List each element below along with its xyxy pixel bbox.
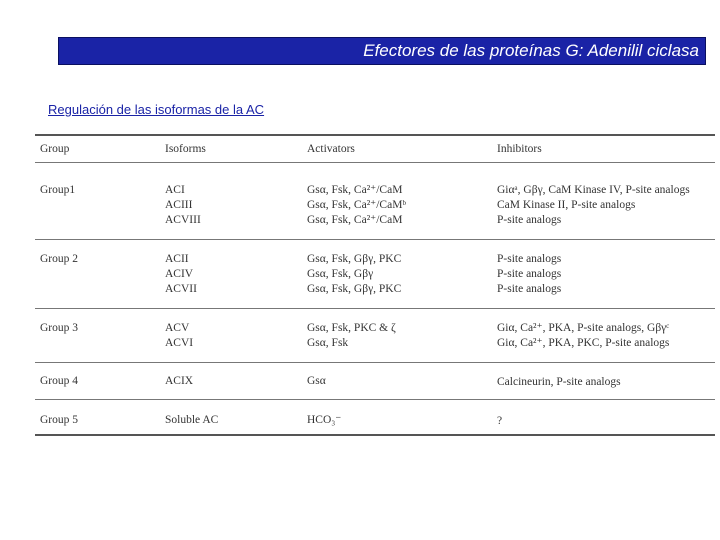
row-divider: [35, 308, 715, 309]
group-label: Group 3: [40, 322, 79, 334]
isoform: ACIII: [165, 199, 193, 211]
table-top-rule: [35, 134, 715, 136]
row-divider: [35, 362, 715, 363]
activators: Gsα, Fsk, Gβγ: [307, 268, 374, 280]
isoform: ACII: [165, 253, 189, 265]
group-label: Group1: [40, 184, 76, 196]
column-header-activators: Activators: [307, 143, 355, 155]
isoform: ACVI: [165, 337, 194, 349]
activators: Gsα, Fsk, Ca²⁺/CaM: [307, 184, 403, 196]
slide-title: Efectores de las proteínas G: Adenilil ciclasa: [363, 41, 699, 60]
inhibitors: Giαᵃ, Gβγ, CaM Kinase IV, P-site analogs: [497, 184, 690, 196]
inhibitors: Calcineurin, P-site analogs: [497, 376, 621, 388]
activators: Gsα, Fsk, Gβγ, PKC: [307, 283, 402, 295]
isoform: Soluble AC: [165, 414, 219, 426]
column-header-inhibitors: Inhibitors: [497, 143, 542, 155]
activators: Gsα, Fsk, PKC & ζ: [307, 322, 396, 334]
inhibitors: ?: [497, 415, 503, 427]
isoform: ACI: [165, 184, 185, 196]
isoform: ACVIII: [165, 214, 201, 226]
isoform: ACV: [165, 322, 190, 334]
inhibitors: CaM Kinase II, P-site analogs: [497, 199, 636, 211]
row-divider: [35, 399, 715, 400]
table-bottom-rule: [35, 434, 715, 436]
column-header-isoforms: Isoforms: [165, 143, 206, 155]
activators: Gsα, Fsk: [307, 337, 349, 349]
isoform: ACVII: [165, 283, 197, 295]
isoform: ACIV: [165, 268, 194, 280]
group-label: Group 2: [40, 253, 79, 265]
inhibitors: Giα, Ca²⁺, PKA, P-site analogs, Gβγᶜ: [497, 322, 670, 334]
activators: Gsα: [307, 375, 326, 387]
table-caption: Regulación de las isoformas de la AC: [48, 102, 265, 117]
column-header-group: Group: [40, 143, 70, 155]
activators: Gsα, Fsk, Gβγ, PKC: [307, 253, 402, 265]
title-bar: [58, 37, 706, 65]
inhibitors: P-site analogs: [497, 253, 562, 265]
inhibitors: P-site analogs: [497, 268, 562, 280]
group-label: Group 4: [40, 375, 79, 387]
inhibitors: P-site analogs: [497, 283, 562, 295]
activators: Gsα, Fsk, Ca²⁺/CaM: [307, 214, 403, 226]
inhibitors: P-site analogs: [497, 214, 562, 226]
row-divider: [35, 239, 715, 240]
activators: HCO₃⁻: [307, 414, 342, 426]
header-bottom-rule: [35, 162, 715, 163]
inhibitors: Giα, Ca²⁺, PKA, PKC, P-site analogs: [497, 337, 670, 349]
isoform: ACIX: [165, 375, 194, 387]
activators: Gsα, Fsk, Ca²⁺/CaMᵇ: [307, 199, 406, 211]
group-label: Group 5: [40, 414, 79, 426]
